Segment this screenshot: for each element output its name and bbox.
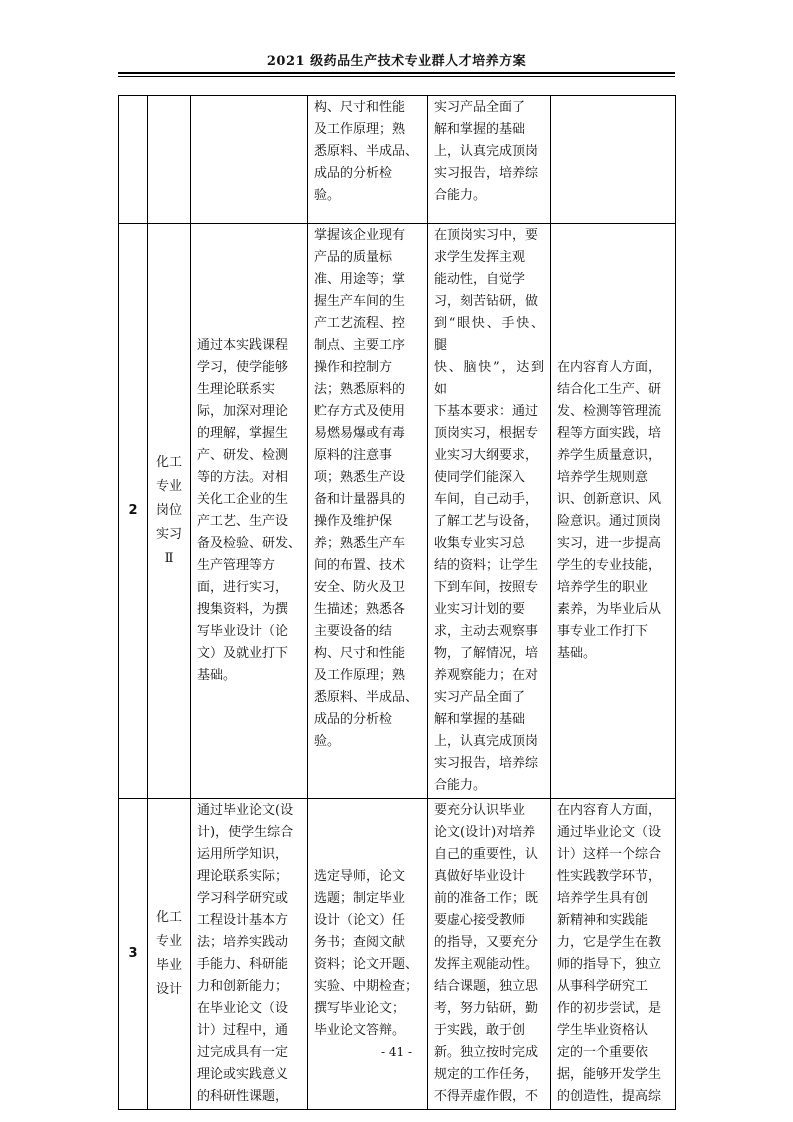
course-requirements: 在顶岗实习中，要 求学生发挥主观 能动性，自觉学 习，刻苦钻研，做 到“眼快、手快、腿 快、脑快”，达到如 下基本要求：通过 顶岗实习，根据专 业实习大纲要求， 使同学们能深入 车间，自己动手， 了解工艺与设备， 收集专业实习总 结的资料；让学生 下到车间，按照专 业实习计划的要 求，主动去观察事 物，了解情况，培 养观察能力；在对 实习产品全面了 解和掌握的基础 上，认真完成顶岗 实习报告，培养综 合能力。: [428, 224, 551, 799]
education-content: 在内容育人方面， 通过毕业论文（设 计）这样一个综合 性实践教学环节， 培养学生具有创 新精神和实践能 力，它是学生在教 师的指导下，独立 从事科学研究工 作的初步尝试，是 学生毕业资格认 定的一个重要依 据，能够开发学生 的创造性，提高综: [551, 799, 676, 1110]
row-number: 3: [119, 799, 148, 1110]
education-content: 在内容育人方面， 结合化工生产、研 发、检测等管理流 程等方面实践，培 养学生质量意识， 培养学生规则意 识、创新意识、风 险意识。通过顶岗 实习，进一步提高 学生的专业技能， 培养学生的职业 素养，为毕业后从 事专业工作打下 基础。: [551, 224, 676, 799]
course-content: 选定导师，论文 选题；制定毕业 设计（论文）任 务书；查阅文献 资料；论文开题、 实验、中期检查； 撰写毕业论文； 毕业论文答辩。: [308, 799, 428, 1110]
course-objective: 通过本实践课程 学习，使学能够 生理论联系实 际，加深对理论 的理解，掌握生 产、研发、检测 等的方法。对相 关化工企业的生 产工艺、生产设 备及检验、研发、 生产管理等方 面，进行实习， 搜集资料，为撰 写毕业设计（论 文）及就业打下 基础。: [191, 224, 308, 799]
header-rule-thin: [118, 76, 675, 77]
header-rule: [118, 72, 675, 74]
course-content: 构、尺寸和性能 及工作原理；熟 悉原料、半成品、 成品的分析检 验。: [308, 96, 428, 224]
page-header: 2021 级药品生产技术专业群人才培养方案: [266, 54, 527, 69]
practice-course-table: [118, 95, 676, 1110]
row-number: [119, 96, 148, 224]
course-objective: [191, 96, 308, 224]
course-content: 掌握该企业现有 产品的质量标 准、用途等；掌 握生产车间的生 产工艺流程、控 制点、主要工序 操作和控制方 法；熟悉原料的 贮存方式及使用 易燃易爆或有毒 原料的注意事 项；熟悉生产设 备和计量器具的 操作及维护保 养；熟悉生产车 间的布置、技术 安全、防火及卫 生描述；熟悉各 主要设备的结 构、尺寸和性能 及工作原理；熟 悉原料、半成品、 成品的分析检 验。: [308, 224, 428, 799]
course-name: 化工 专业 毕业 设计: [148, 799, 191, 1110]
education-content: [551, 96, 676, 224]
row-number: 2: [119, 224, 148, 799]
table-row: [119, 224, 676, 799]
course-name: [148, 96, 191, 224]
course-requirements: 实习产品全面了 解和掌握的基础 上，认真完成顶岗 实习报告，培养综 合能力。: [428, 96, 551, 224]
course-objective: 通过毕业论文(设 计)，使学生综合 运用所学知识， 理论联系实际； 学习科学研究或 工程设计基本方 法；培养实践动 手能力、科研能 力和创新能力； 在毕业论文（设 计）过程中，通 过完成具有一定 理论或实践意义 的科研性课题，: [191, 799, 308, 1110]
table-row: [119, 96, 676, 224]
course-name: 化工 专业 岗位 实习 Ⅱ: [148, 224, 191, 799]
course-requirements: 要充分认识毕业 论文(设计)对培养 自己的重要性，认 真做好毕业设计 前的准备工作；既 要虚心接受教师 的指导，又要充分 发挥主观能动性。 结合课题，独立思 考，努力钻研，勤 于实践，敢于创 新。独立按时完成 规定的工作任务， 不得弄虚作假，不: [428, 799, 551, 1110]
page-number: - 41 -: [380, 1045, 412, 1059]
table-row: [119, 799, 676, 1110]
